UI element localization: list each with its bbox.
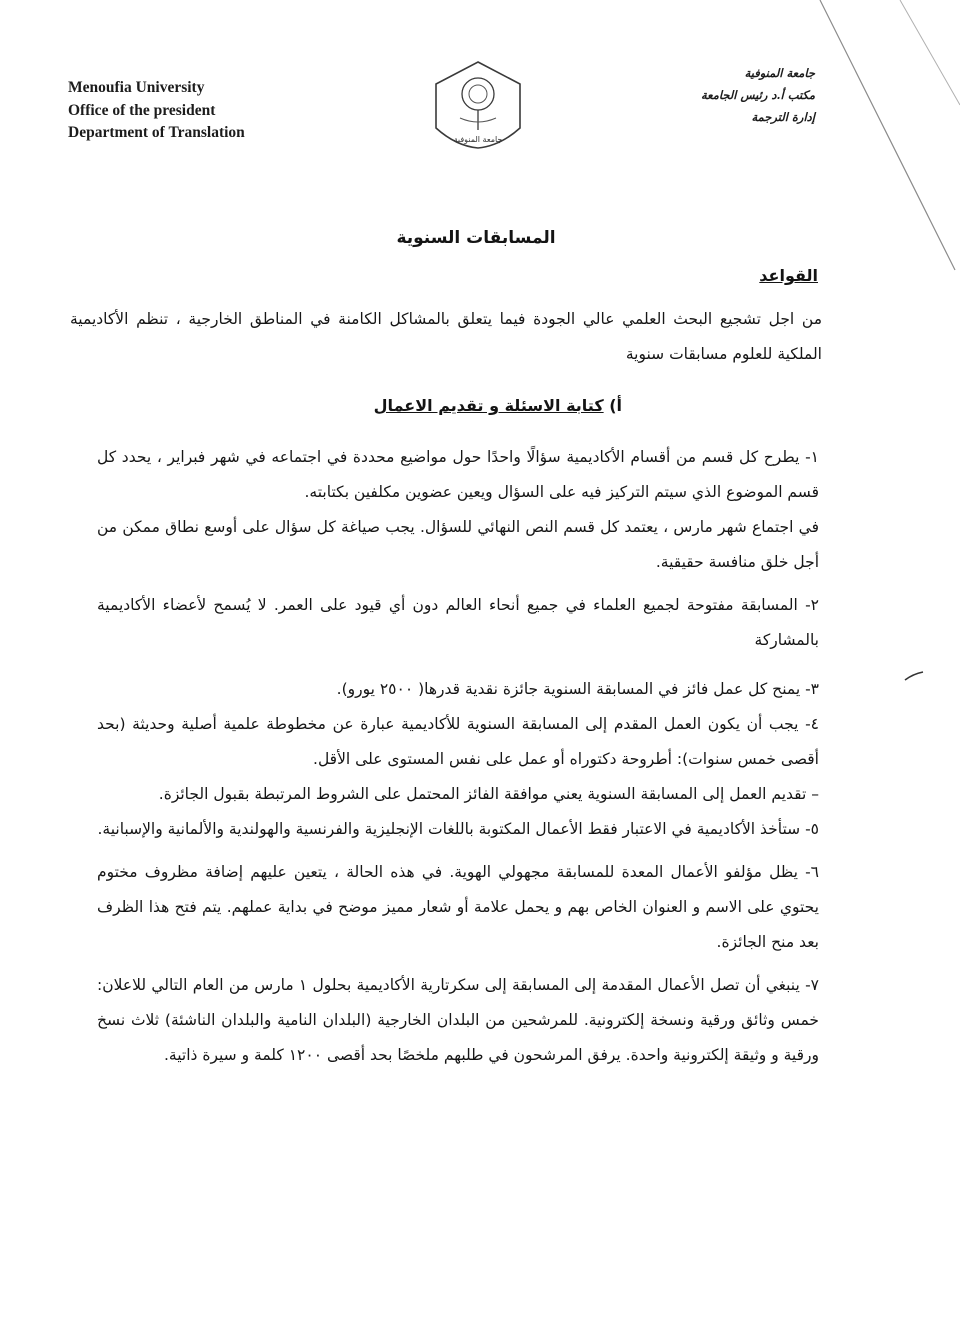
- letterhead-office: Office of the president: [68, 101, 216, 119]
- intro-paragraph: [70, 302, 822, 372]
- intro-text: من اجل تشجيع البحث العلمي عالي الجودة فيما يتعلق بالمشاكل الكامنة في المناطق الخارجية ، تنظم الأكاديمية الملكية للعلوم مسابقات سنوية: [70, 310, 822, 363]
- rule-item-5: ٥- ستأخذ الأكاديمية في الاعتبار فقط الأعمال المكتوبة باللغات الإنجليزية والفرنسية والهولندية والألمانية والإسبانية.: [97, 820, 819, 838]
- rule-item-1-continued: في اجتماع شهر مارس ، يعتمد كل قسم النص النهائي للسؤال. يجب صياغة كل سؤال على أوسع نطاق ممكن من أجل خلق منافسة حقيقية.: [97, 518, 819, 571]
- rule-item-4-note: – تقديم العمل إلى المسابقة السنوية يعني موافقة الفائز المحتمل على الشروط المرتبطة بقبول الجائزة.: [158, 785, 819, 803]
- rules-list: [97, 440, 819, 1073]
- section-a-heading: [374, 396, 622, 415]
- rule-item-1: ١- يطرح كل قسم من أقسام الأكاديمية سؤالًا واحدًا حول مواضيع محددة في اجتماعه في شهر فبراير ، يحدد كل قسم الموضوع الذي سيتم التركيز فيه على السؤال ويعين عضوين مكلفين بكتابته.: [97, 448, 819, 501]
- letterhead-ar-office: مكتب أ.د رئيس الجامعة: [701, 88, 815, 102]
- letterhead-ar-department: إدارة الترجمة: [751, 110, 815, 124]
- section-a-title: كتابة الاسئلة و تقديم الاعمال: [373, 396, 604, 415]
- letterhead-ar-university: جامعة المنوفية: [744, 66, 815, 80]
- rule-item-4: ٤- يجب أن يكون العمل المقدم إلى المسابقة السنوية للأكاديمية عبارة عن مخطوطة علمية أصلية وحديثة (بحد أقصى خمس سنوات): أطروحة دكتوراه أو عمل على نفس المستوى على الأقل.: [97, 715, 819, 768]
- letterhead-department: Department of Translation: [68, 124, 245, 141]
- rules-heading: القواعد: [759, 266, 818, 285]
- letterhead-english: [68, 77, 328, 145]
- document-title: المسابقات السنوية: [396, 228, 556, 248]
- letterhead-arabic: [615, 62, 815, 128]
- university-seal: [430, 58, 526, 152]
- seal-caption: جامعة المنوفية: [453, 135, 503, 144]
- letterhead-university: Menoufia University: [68, 79, 205, 96]
- rule-item-2: ٢- المسابقة مفتوحة لجميع العلماء في جميع أنحاء العالم دون أي قيود على العمر. لا يُسمح لأعضاء الأكاديمية بالمشاركة: [97, 596, 819, 649]
- rule-item-7: ٧- ينبغي أن تصل الأعمال المقدمة إلى المسابقة إلى سكرتارية الأكاديمية بحلول ١ مارس من العام التالي للاعلان: خمس وثائق ورقية ونسخة إلكترونية. للمرشحين من البلدان الخارجية (البلدان النامية والبلدان الناشئة) ثلاث نسخ ورقية و وثيقة إلكترونية واحدة. يرفق المرشحون في طلبهم ملخصًا بحد أقصى ١٢٠٠ كلمة و سيرة ذاتية.: [97, 976, 819, 1064]
- rule-item-6: ٦- يظل مؤلفو الأعمال المعدة للمسابقة مجهولي الهوية. في هذه الحالة ، يتعين عليهم إضافة مظروف مختوم يحتوي على الاسم و العنوان الخاص بهم و يحمل علامة أو شعار مميز موضح في بداية عملهم. يتم فتح هذا الظرف بعد منح الجائزة.: [97, 863, 819, 951]
- rule-item-3: ٣- يمنح كل عمل فائز في المسابقة السنوية جائزة نقدية قدرها( ٢٥٠٠ يورو).: [336, 680, 819, 698]
- section-a-label: أ): [609, 396, 622, 415]
